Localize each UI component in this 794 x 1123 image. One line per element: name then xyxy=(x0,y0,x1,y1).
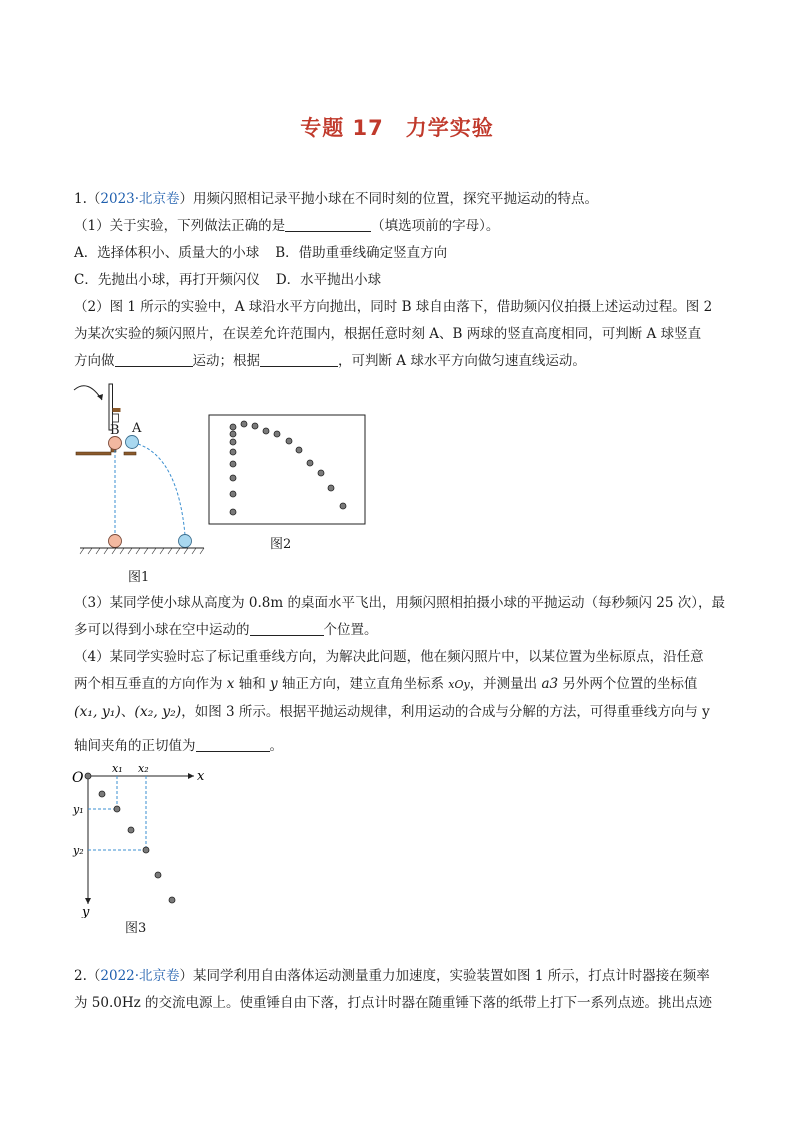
q2-line2: 为 50.0Hz 的交流电源上。使重锤自由下落，打点计时器在随重锤下落的纸带上打下一系列点迹。挑出点迹 xyxy=(74,995,713,1011)
coord-1: (x₁, y₁) xyxy=(74,704,121,720)
q1-part4-text-d: ，并测量出 xyxy=(469,676,542,692)
answer-blank xyxy=(115,352,193,367)
q2-source: 2022·北京卷 xyxy=(100,968,180,984)
q1-part3-text-b: 个位置。 xyxy=(323,622,378,638)
q1-part1-text: （1）关于实验，下列做法正确的是 xyxy=(74,218,286,234)
y2-label: y₂ xyxy=(73,844,84,857)
q2-number: 2.（ xyxy=(74,968,101,984)
q1-part2-line1: （2）图 1 所示的实验中，A 球沿水平方向抛出，同时 B 球自由落下，借助频闪仪拍摄上述运动过程。图 2 xyxy=(74,299,713,315)
q1-intro: ）用频闪照相记录平抛小球在不同时刻的位置，探究平抛运动的特点。 xyxy=(179,191,599,207)
coord-separator: 、 xyxy=(120,704,135,720)
var-y: y xyxy=(270,676,278,692)
origin-label: O xyxy=(72,770,84,786)
q1-part1-hint: （填选项前的字母）。 xyxy=(371,218,500,234)
q1-source: 2023·北京卷 xyxy=(100,191,180,207)
right-stand xyxy=(124,452,136,455)
answer-blank xyxy=(196,737,270,752)
ball-a-end xyxy=(179,535,192,548)
q1-part4-text-b: 轴和 xyxy=(234,676,271,692)
q1-part4-text-e: 另外两个位置的坐标值 xyxy=(558,676,698,692)
coord-2: (x₂, y₂) xyxy=(134,704,182,720)
answer-blank xyxy=(250,621,324,636)
q1-header xyxy=(74,190,598,208)
var-a3: a3 xyxy=(541,676,559,692)
y-axis-label: y xyxy=(82,905,90,918)
option-c: C．先抛出小球，再打开频闪仪 xyxy=(74,272,260,288)
x2-label: x₂ xyxy=(138,762,149,775)
q1-part3-line1: （3）某同学使小球从高度为 0.8m 的桌面水平飞出，用频闪照相拍摄小球的平抛运动（每秒频闪 25 次），最 xyxy=(74,595,725,611)
q1-part3-text-a: 多可以得到小球在空中运动的 xyxy=(74,622,250,638)
q1-part4-text-c: 轴正方向，建立直角坐标系 xyxy=(277,676,449,692)
path-a xyxy=(138,444,185,535)
var-xoy: xOy xyxy=(448,678,470,691)
q1-part2-line3 xyxy=(74,352,586,370)
figure-3-caption: 图3 xyxy=(125,921,147,936)
figure-3 xyxy=(66,758,216,918)
ball-b-end xyxy=(109,535,122,548)
var-x: x xyxy=(226,676,235,692)
q1-part4-text-g: 轴间夹角的正切值为 xyxy=(74,738,196,754)
answer-blank xyxy=(260,352,338,367)
q1-part4-line1: （4）某同学实验时忘了标记重垂线方向，为解决此问题，他在频闪照片中，以某位置为坐标原点，沿任意 xyxy=(74,649,704,665)
option-a: A．选择体积小、质量大的小球 xyxy=(74,245,260,261)
label-a: A xyxy=(132,421,142,436)
figure-1 xyxy=(66,378,216,558)
q1-part2-line2: 为某次实验的频闪照片，在误差允许范围内，根据任意时刻 A、B 两球的竖直高度相同，可判断 A 球竖直 xyxy=(74,326,702,342)
q1-part4-text-h: 。 xyxy=(269,738,283,754)
q1-part4-text-a: 两个相互垂直的方向作为 xyxy=(74,676,227,692)
q1-part4-text-f: ，如图 3 所示。根据平抛运动规律，利用运动的合成与分解的方法，可得重垂线方向与 y xyxy=(181,704,710,720)
figure-2 xyxy=(208,414,368,526)
figure-2-caption: 图2 xyxy=(270,537,292,552)
q1-part1 xyxy=(74,217,499,235)
x-axis-label: x xyxy=(197,769,205,784)
q1-part4-line3 xyxy=(74,703,710,721)
q1-part2-text-a: 方向做 xyxy=(74,353,115,369)
option-d: D．水平抛出小球 xyxy=(275,272,382,288)
label-b: B xyxy=(110,423,120,438)
q1-part3-line2 xyxy=(74,621,378,639)
option-b: B．借助重垂线确定竖直方向 xyxy=(275,245,448,261)
q1-part4-line4 xyxy=(74,737,283,755)
q1-options-row2 xyxy=(74,271,381,289)
page-title: 专题 17 力学实验 xyxy=(300,116,494,140)
y1-label: y₁ xyxy=(73,803,84,816)
x1-label: x₁ xyxy=(112,762,123,775)
ball-b-start xyxy=(109,437,122,450)
q1-part2-text-c: ，可判断 A 球水平方向做匀速直线运动。 xyxy=(338,353,586,369)
q2-header xyxy=(74,967,710,985)
q1-part4-line2 xyxy=(74,675,697,694)
q2-intro: ）某同学利用自由落体运动测量重力加速度，实验装置如图 1 所示，打点计时器接在频率 xyxy=(179,968,710,984)
q1-options-row1 xyxy=(74,244,447,262)
ball-a-start xyxy=(126,436,139,449)
answer-blank xyxy=(285,217,371,232)
q1-part2-text-b: 运动；根据 xyxy=(192,353,260,369)
figure-1-caption: 图1 xyxy=(128,570,150,585)
q1-number: 1.（ xyxy=(74,191,101,207)
